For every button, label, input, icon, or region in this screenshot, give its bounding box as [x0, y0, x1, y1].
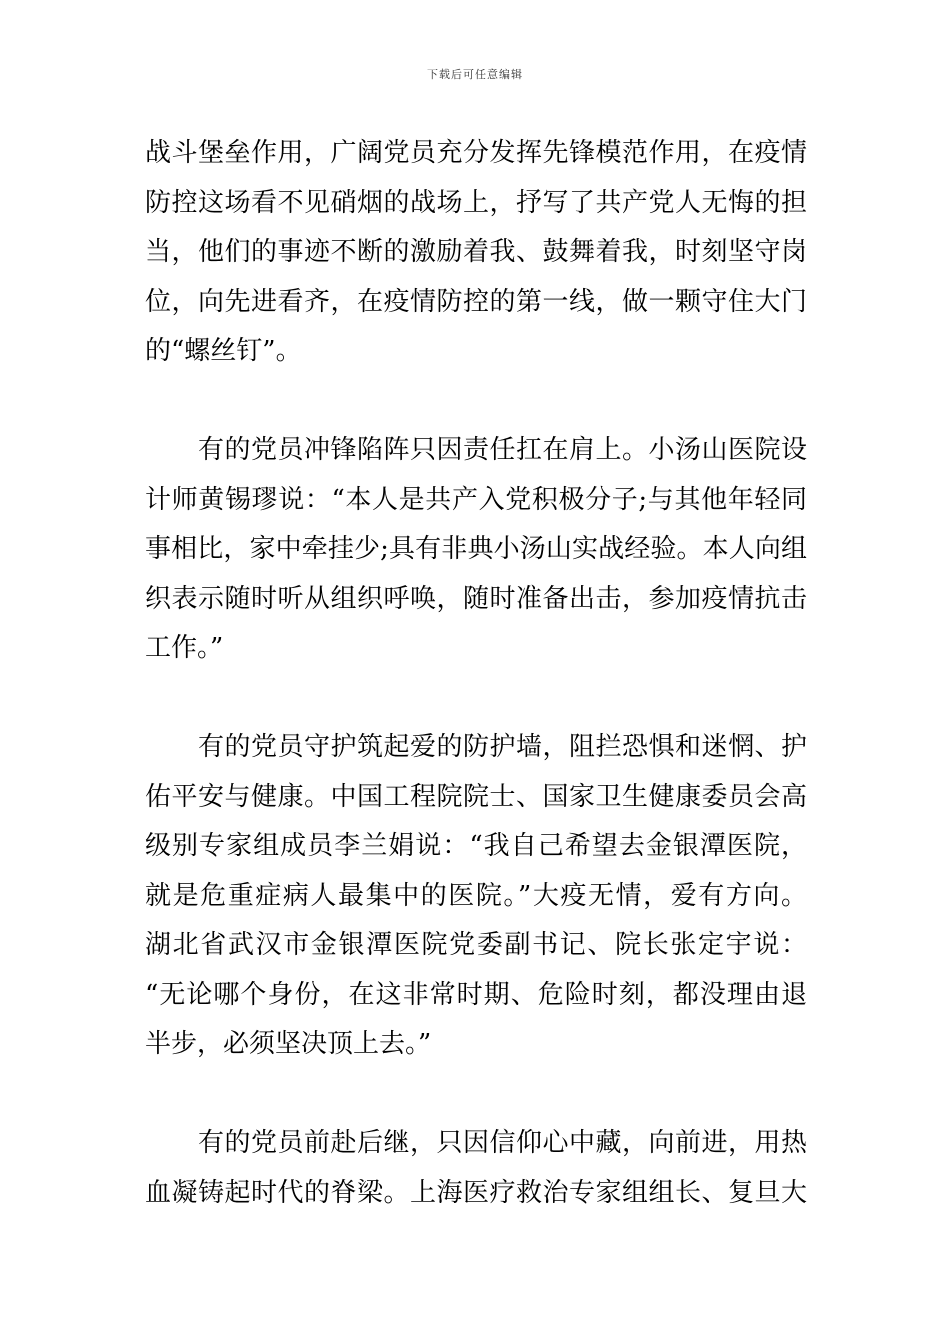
paragraph-gap	[145, 377, 807, 427]
text-line: 有的党员冲锋陷阵只因责任扛在肩上。小汤山医院设	[198, 435, 807, 465]
text-line: 事相比，家中牵挂少;具有非典小汤山实战经验。本人向组	[145, 534, 807, 564]
text-line: 计师黄锡璆说：“本人是共产入党积极分子;与其他年轻同	[145, 484, 807, 515]
text-line: “无论哪个身份，在这非常时期、危险时刻，都没理由退	[145, 979, 807, 1010]
paragraph-3	[145, 723, 807, 1070]
text-line: 半步，必须坚决顶上去。”	[145, 1029, 432, 1059]
paragraph-2	[145, 426, 807, 674]
text-line: 有的党员守护筑起爱的防护墙，阻拦恐惧和迷惘、护	[198, 732, 807, 762]
text-line: 工作。”	[145, 633, 224, 663]
text-line: 血凝铸起时代的脊梁。上海医疗救治专家组组长、复旦大	[145, 1177, 807, 1208]
text-line: 有的党员前赴后继，只因信仰心中藏，向前进，用热	[198, 1128, 807, 1158]
text-line: 级别专家组成员李兰娟说：“我自己希望去金银潭医院，	[145, 831, 807, 861]
text-line: 织表示随时听从组织呼唤，随时准备出击，参加疫情抗击	[145, 583, 807, 614]
paragraph-gap	[145, 674, 807, 724]
text-line: 湖北省武汉市金银潭医院党委副书记、院长张定宇说：	[145, 930, 807, 960]
paragraph-4	[145, 1119, 807, 1218]
body-text	[145, 129, 807, 1218]
text-line: 就是危重症病人最集中的医院。”大疫无情，爱有方向。	[145, 880, 807, 911]
text-line: 当，他们的事迹不断的激励着我、鼓舞着我，时刻坚守岗	[145, 237, 807, 267]
header-note: 下载后可任意编辑	[427, 68, 523, 81]
paragraph-1	[145, 129, 807, 377]
text-line: 战斗堡垒作用，广阔党员充分发挥先锋模范作用，在疫情	[145, 138, 807, 168]
text-line: 防控这场看不见硝烟的战场上，抒写了共产党人无悔的担	[145, 187, 807, 218]
text-line: 位，向先进看齐，在疫情防控的第一线，做一颗守住大门	[145, 286, 807, 317]
text-line: 的“螺丝钉”。	[145, 336, 302, 366]
text-line: 佑平安与健康。中国工程院院士、国家卫生健康委员会高	[145, 781, 807, 812]
paragraph-gap	[145, 1070, 807, 1120]
